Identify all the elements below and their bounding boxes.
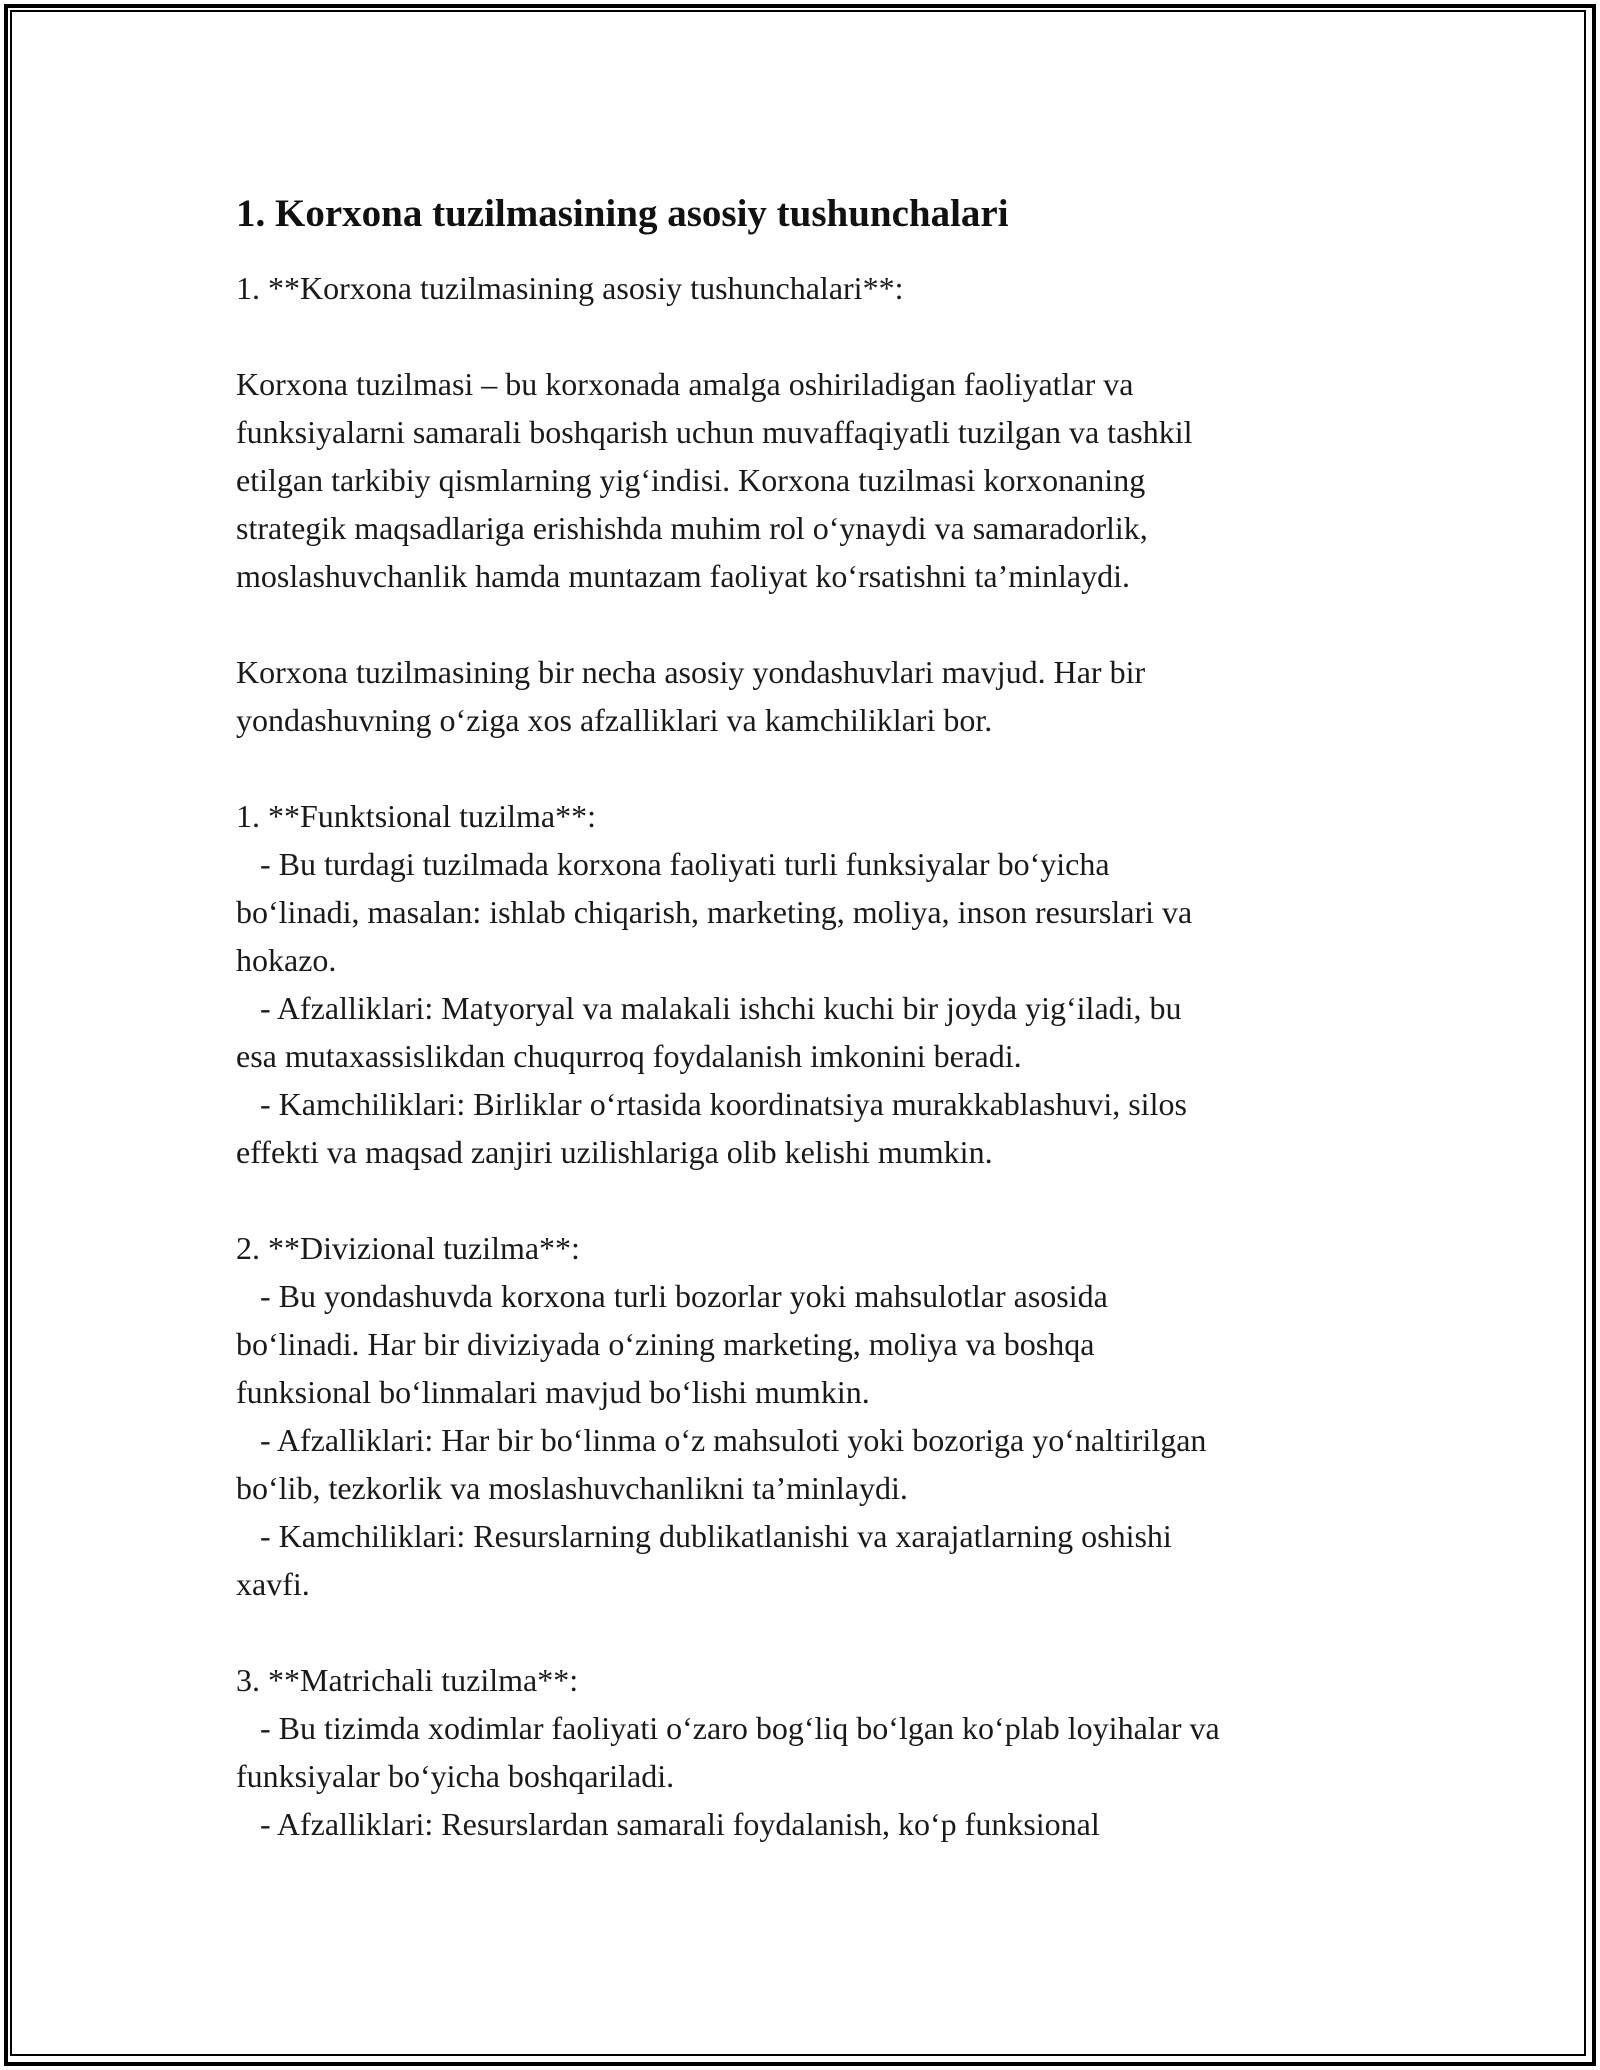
text-line: strategik maqsadlariga erishishda muhim rol o‘ynaydi va samaradorlik, [236,510,1148,546]
text-line: Korxona tuzilmasi – bu korxonada amalga oshiriladigan faoliyatlar va [236,366,1134,402]
blank-line [236,1608,1386,1656]
blank-line [236,744,1386,792]
blank-line [236,1176,1386,1224]
text-line: yondashuvning o‘ziga xos afzalliklari va kamchiliklari bor. [236,702,993,738]
text-line: - Bu tizimda xodimlar faoliyati o‘zaro bog‘liq bo‘lgan ko‘plab loyihalar va [236,1710,1220,1746]
text-line: xavfi. [236,1566,310,1602]
text-line: 1. **Korxona tuzilmasining asosiy tushunchalari**: [236,270,904,306]
text-line: bo‘linadi, masalan: ishlab chiqarish, marketing, moliya, inson resurslari va [236,894,1193,930]
text-line: funksiyalarni samarali boshqarish uchun muvaffaqiyatli tuzilgan va tashkil [236,414,1193,450]
text-line: 1. **Funktsional tuzilma**: [236,798,596,834]
text-line: effekti va maqsad zanjiri uzilishlariga olib kelishi mumkin. [236,1134,993,1170]
text-line: hokazo. [236,942,337,978]
document-lines [236,264,1386,1848]
text-line: bo‘lib, tezkorlik va moslashuvchanlikni ta’minlaydi. [236,1470,908,1506]
blank-line [236,600,1386,648]
document-title: 1. Korxona tuzilmasining asosiy tushunchalari [236,192,1009,235]
text-line: Korxona tuzilmasining bir necha asosiy yondashuvlari mavjud. Har bir [236,654,1146,690]
text-line: - Bu turdagi tuzilmada korxona faoliyati turli funksiyalar bo‘yicha [236,846,1110,882]
text-line: esa mutaxassislikdan chuqurroq foydalanish imkonini beradi. [236,1038,1022,1074]
text-line: etilgan tarkibiy qismlarning yig‘indisi. Korxona tuzilmasi korxonaning [236,462,1146,498]
text-line: funksional bo‘linmalari mavjud bo‘lishi mumkin. [236,1374,870,1410]
text-line: - Afzalliklari: Har bir bo‘linma o‘z mahsuloti yoki bozoriga yo‘naltirilgan [236,1422,1207,1458]
text-line: - Bu yondashuvda korxona turli bozorlar yoki mahsulotlar asosida [236,1278,1108,1314]
text-line: 2. **Divizional tuzilma**: [236,1230,580,1266]
text-line: funksiyalar bo‘yicha boshqariladi. [236,1758,675,1794]
document-body [236,188,1386,1848]
text-line: - Kamchiliklari: Birliklar o‘rtasida koordinatsiya murakkablashuvi, silos [236,1086,1187,1122]
text-line: - Kamchiliklari: Resurslarning dublikatlanishi va xarajatlarning oshishi [236,1518,1172,1554]
text-line: - Afzalliklari: Matyoryal va malakali ishchi kuchi bir joyda yig‘iladi, bu [236,990,1182,1026]
blank-line [236,312,1386,360]
text-line: bo‘linadi. Har bir diviziyada o‘zining marketing, moliya va boshqa [236,1326,1095,1362]
text-line: - Afzalliklari: Resurslardan samarali foydalanish, ko‘p funksional [236,1806,1100,1842]
text-line: moslashuvchanlik hamda muntazam faoliyat ko‘rsatishni ta’minlaydi. [236,558,1130,594]
text-line: 3. **Matrichali tuzilma**: [236,1662,579,1698]
